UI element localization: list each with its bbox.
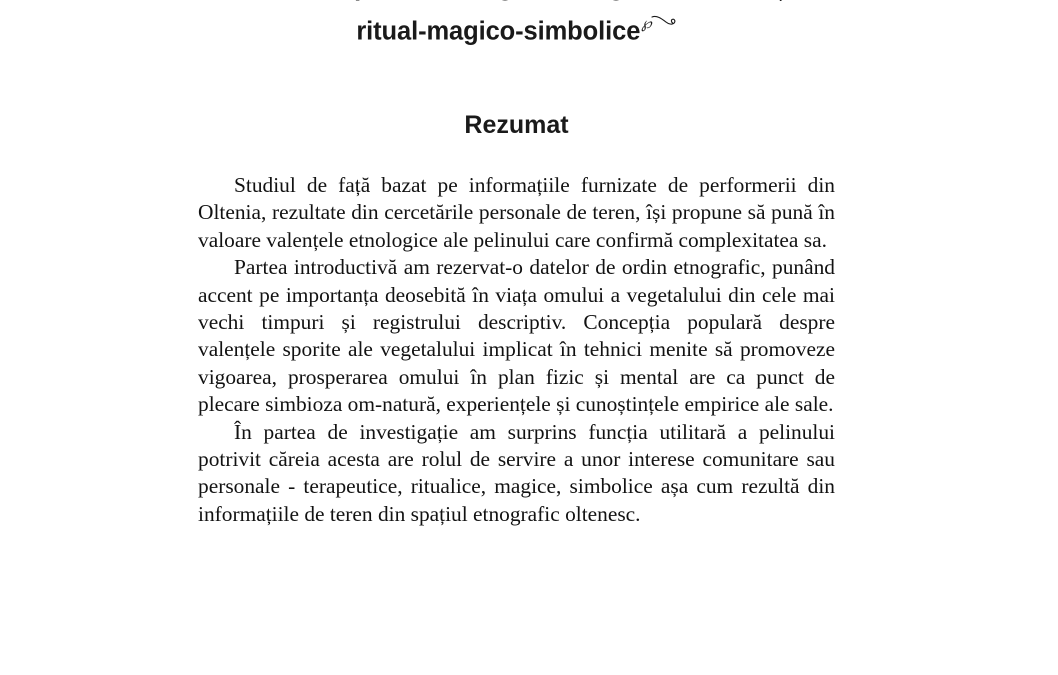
abstract-body — [198, 172, 835, 528]
document-title — [198, 0, 835, 50]
abstract-paragraph: În partea de investigație am surprins funcția utilitară a pelinului potrivit căreia acesta are rolul de servire a unor interese comunitare sau personale - terapeutice, ritualice, magice, simbolice așa cum rezultă din informațiile de teren din spațiul etnografic oltenesc. — [198, 419, 835, 526]
ornamental-flourish-icon — [651, 3, 677, 17]
section-heading-rezumat: Rezumat — [464, 111, 569, 139]
footnote-marker: ℘ — [641, 14, 652, 32]
title-line-2 — [198, 5, 835, 50]
abstract-paragraph: Partea introductivă am rezervat-o datelor de ordin etnografic, punând accent pe importanța deosebită în viața omului a vegetalului din cele mai vechi timpuri și registrului descriptiv. Concepția populară despre valențele sporite ale vegetalului implicat în tehnici menite să promoveze vigoarea, prosperarea omului în plan fizic și mental are ca punct de plecare simbioza om-natură, experiențele și cunoștințele empirice ale sale. — [198, 255, 835, 417]
title-line-2-text: ritual-magico-simbolice — [356, 17, 641, 46]
abstract-paragraph: Studiul de față bazat pe informațiile furnizate de performerii din Oltenia, rezultate din cercetările personale de teren, își propune să pună în valoare valențele etnologice ale pelinului care confirmă complexitatea sa. — [198, 173, 835, 252]
